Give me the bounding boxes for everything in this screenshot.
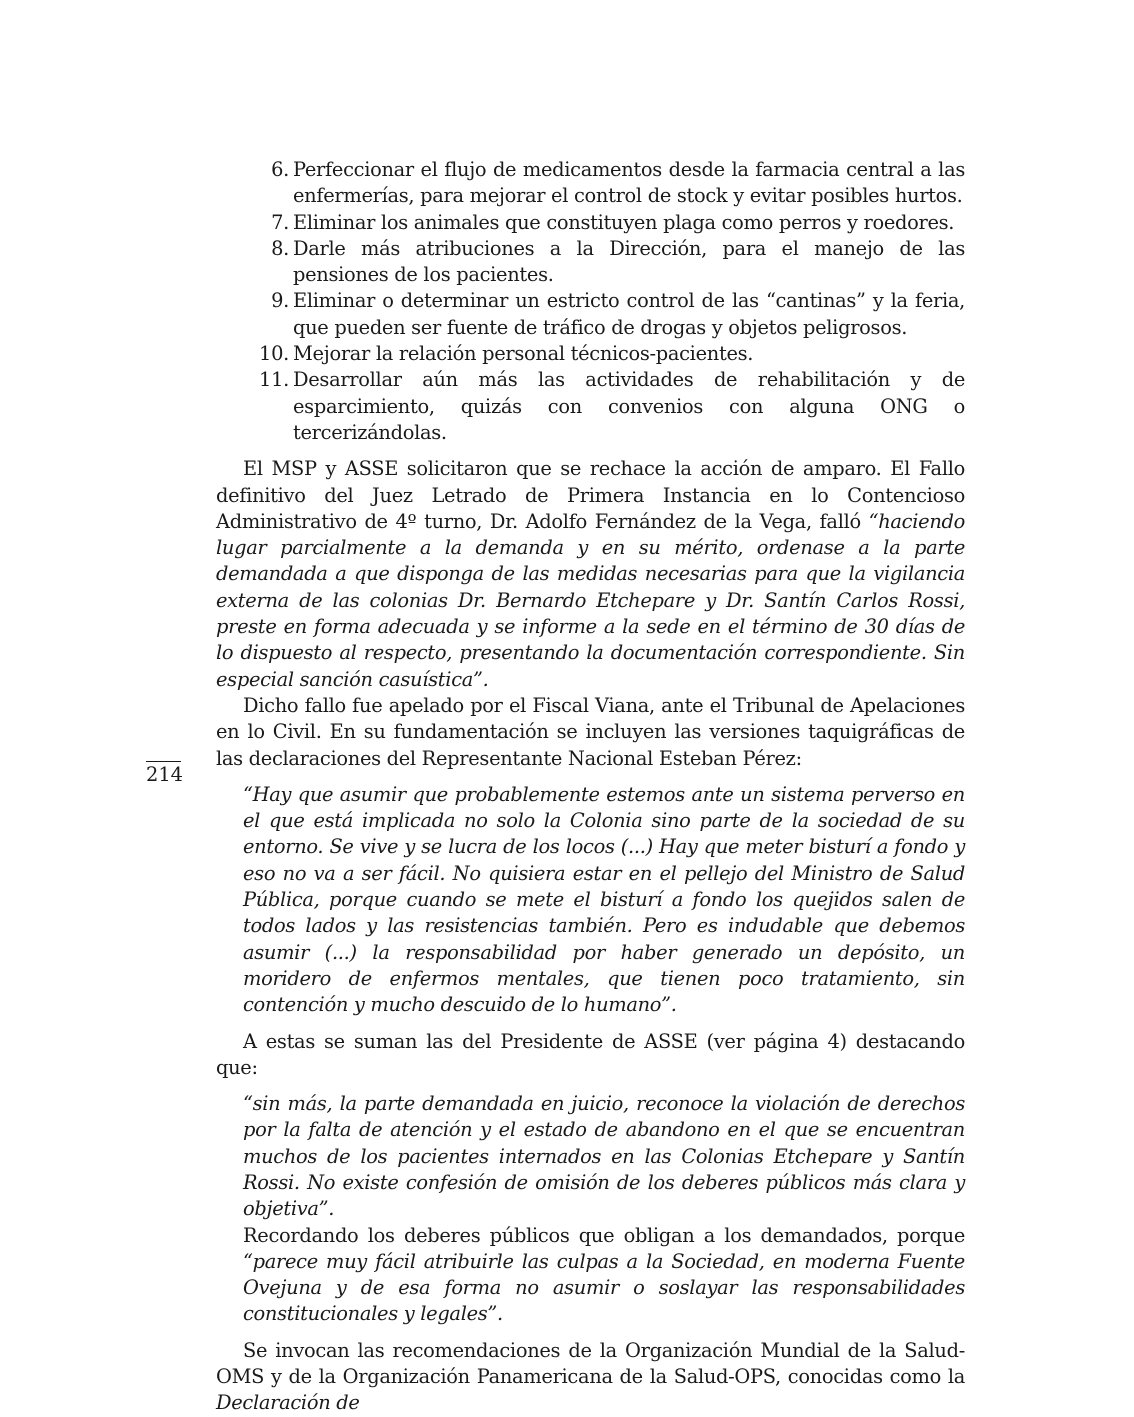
paragraph-oms xyxy=(216,1338,965,1417)
list-item-text: Eliminar o determinar un estricto control de las “cantinas” y la feria, que pueden ser fuente de tráfico de drogas y objetos peligrosos. xyxy=(293,289,965,339)
block-quote-duties-quote: “parece muy fácil atribuirle las culpas a la Sociedad, en moderna Fuente Ovejuna y de esa forma no asumir o soslayar las responsabilidades constitucionales y legales”. xyxy=(243,1249,965,1326)
list-item xyxy=(216,210,965,236)
list-item-number: 10. xyxy=(259,342,289,366)
paragraph-ruling-text: El MSP y ASSE solicitaron que se rechace la acción de amparo. El Fallo definitivo del Juez Letrado de Primera Instancia en lo Contencioso Administrativo de 4º turno, Dr. Adolfo Fernández de la Vega, falló xyxy=(216,457,965,533)
list-item xyxy=(216,157,965,210)
list-item xyxy=(216,341,965,367)
paragraph-ruling-quote: “haciendo lugar parcialmente a la demanda y en su mérito, ordenase a la parte demandada a que disponga de las medidas necesarias para que la vigilancia externa de las colonias Dr. Bernardo Etchepare y Dr. Santín Carlos Rossi, preste en forma adecuada y se informe a la sede en el término de 30 días de lo dispuesto al respecto, presentando la documentación correspondiente. Sin especial sanción casuística”. xyxy=(216,509,965,691)
paragraph-oms-text: Se invocan las recomendaciones de la Organización Mundial de la Salud-OMS y de la Organización Panamericana de la Salud-OPS, conocidas como la xyxy=(216,1338,965,1389)
list-item-number: 6. xyxy=(271,158,289,181)
paragraph-oms-title: Declaración de xyxy=(216,1391,360,1415)
block-quote-duties-text: Recordando los deberes públicos que obligan a los demandados, porque xyxy=(243,1223,965,1247)
paragraph-asse: A estas se suman las del Presidente de ASSE (ver página 4) destacando que: xyxy=(216,1029,965,1079)
block-quote-asse: “sin más, la parte demandada en juicio, reconoce la violación de derechos por la falta de atención y el estado de abandono en el que se encuentran muchos de los pacientes internados en las Colonias Etchepare y Santín Rossi. No existe confesión de omisión de los deberes públicos más clara y objetiva”. xyxy=(243,1092,965,1221)
list-item xyxy=(216,236,965,289)
block-quote-duties xyxy=(216,1223,965,1328)
block-quote-perez: “Hay que asumir que probablemente estemos ante un sistema perverso en el que está implicada no solo la Colonia sino parte de la sociedad de su entorno. Se vive y se lucra de los locos (...) Hay que meter bisturí a fondo y eso no va a ser fácil. No quisiera estar en el pellejo del Ministro de Salud Pública, porque cuando se mete el bisturí a fondo los quejidos salen de todos lados y las resistencias también. Pero es indudable que debemos asumir (...) la responsabilidad por haber generado un depósito, un moridero de enfermos mentales, que tienen poco tratamiento, sin contención y mucho descuido de lo humano”. xyxy=(243,782,965,1017)
list-item xyxy=(216,288,965,341)
list-item-number: 8. xyxy=(271,236,289,260)
recommendations-list xyxy=(216,157,965,1417)
list-item-text: Mejorar la relación personal técnicos-pacientes. xyxy=(293,342,754,366)
paragraph-appeal: Dicho fallo fue apelado por el Fiscal Viana, ante el Tribunal de Apelaciones en lo Civil. En su fundamentación se incluyen las versiones taquigráficas de las declaraciones del Representante Nacional Esteban Pérez: xyxy=(216,693,965,770)
list-item-text: Eliminar los animales que constituyen plaga como perros y roedores. xyxy=(293,210,955,234)
page-number: 214 xyxy=(146,763,184,786)
list-item-number: 7. xyxy=(271,210,289,234)
list-item-number: 11. xyxy=(259,368,289,392)
list-item-text: Desarrollar aún más las actividades de rehabilitación y de esparcimiento, quizás con convenios con alguna ONG o tercerizándolas. xyxy=(293,368,965,444)
paragraph-ruling xyxy=(216,456,965,693)
list-item-text: Darle más atribuciones a la Dirección, para el manejo de las pensiones de los pacientes. xyxy=(293,236,965,287)
list-item-number: 9. xyxy=(271,289,289,313)
list-item xyxy=(216,367,965,446)
list-item-text: Perfeccionar el flujo de medicamentos desde la farmacia central a las enfermerías, para mejorar el control de stock y evitar posibles hurtos. xyxy=(293,158,965,208)
